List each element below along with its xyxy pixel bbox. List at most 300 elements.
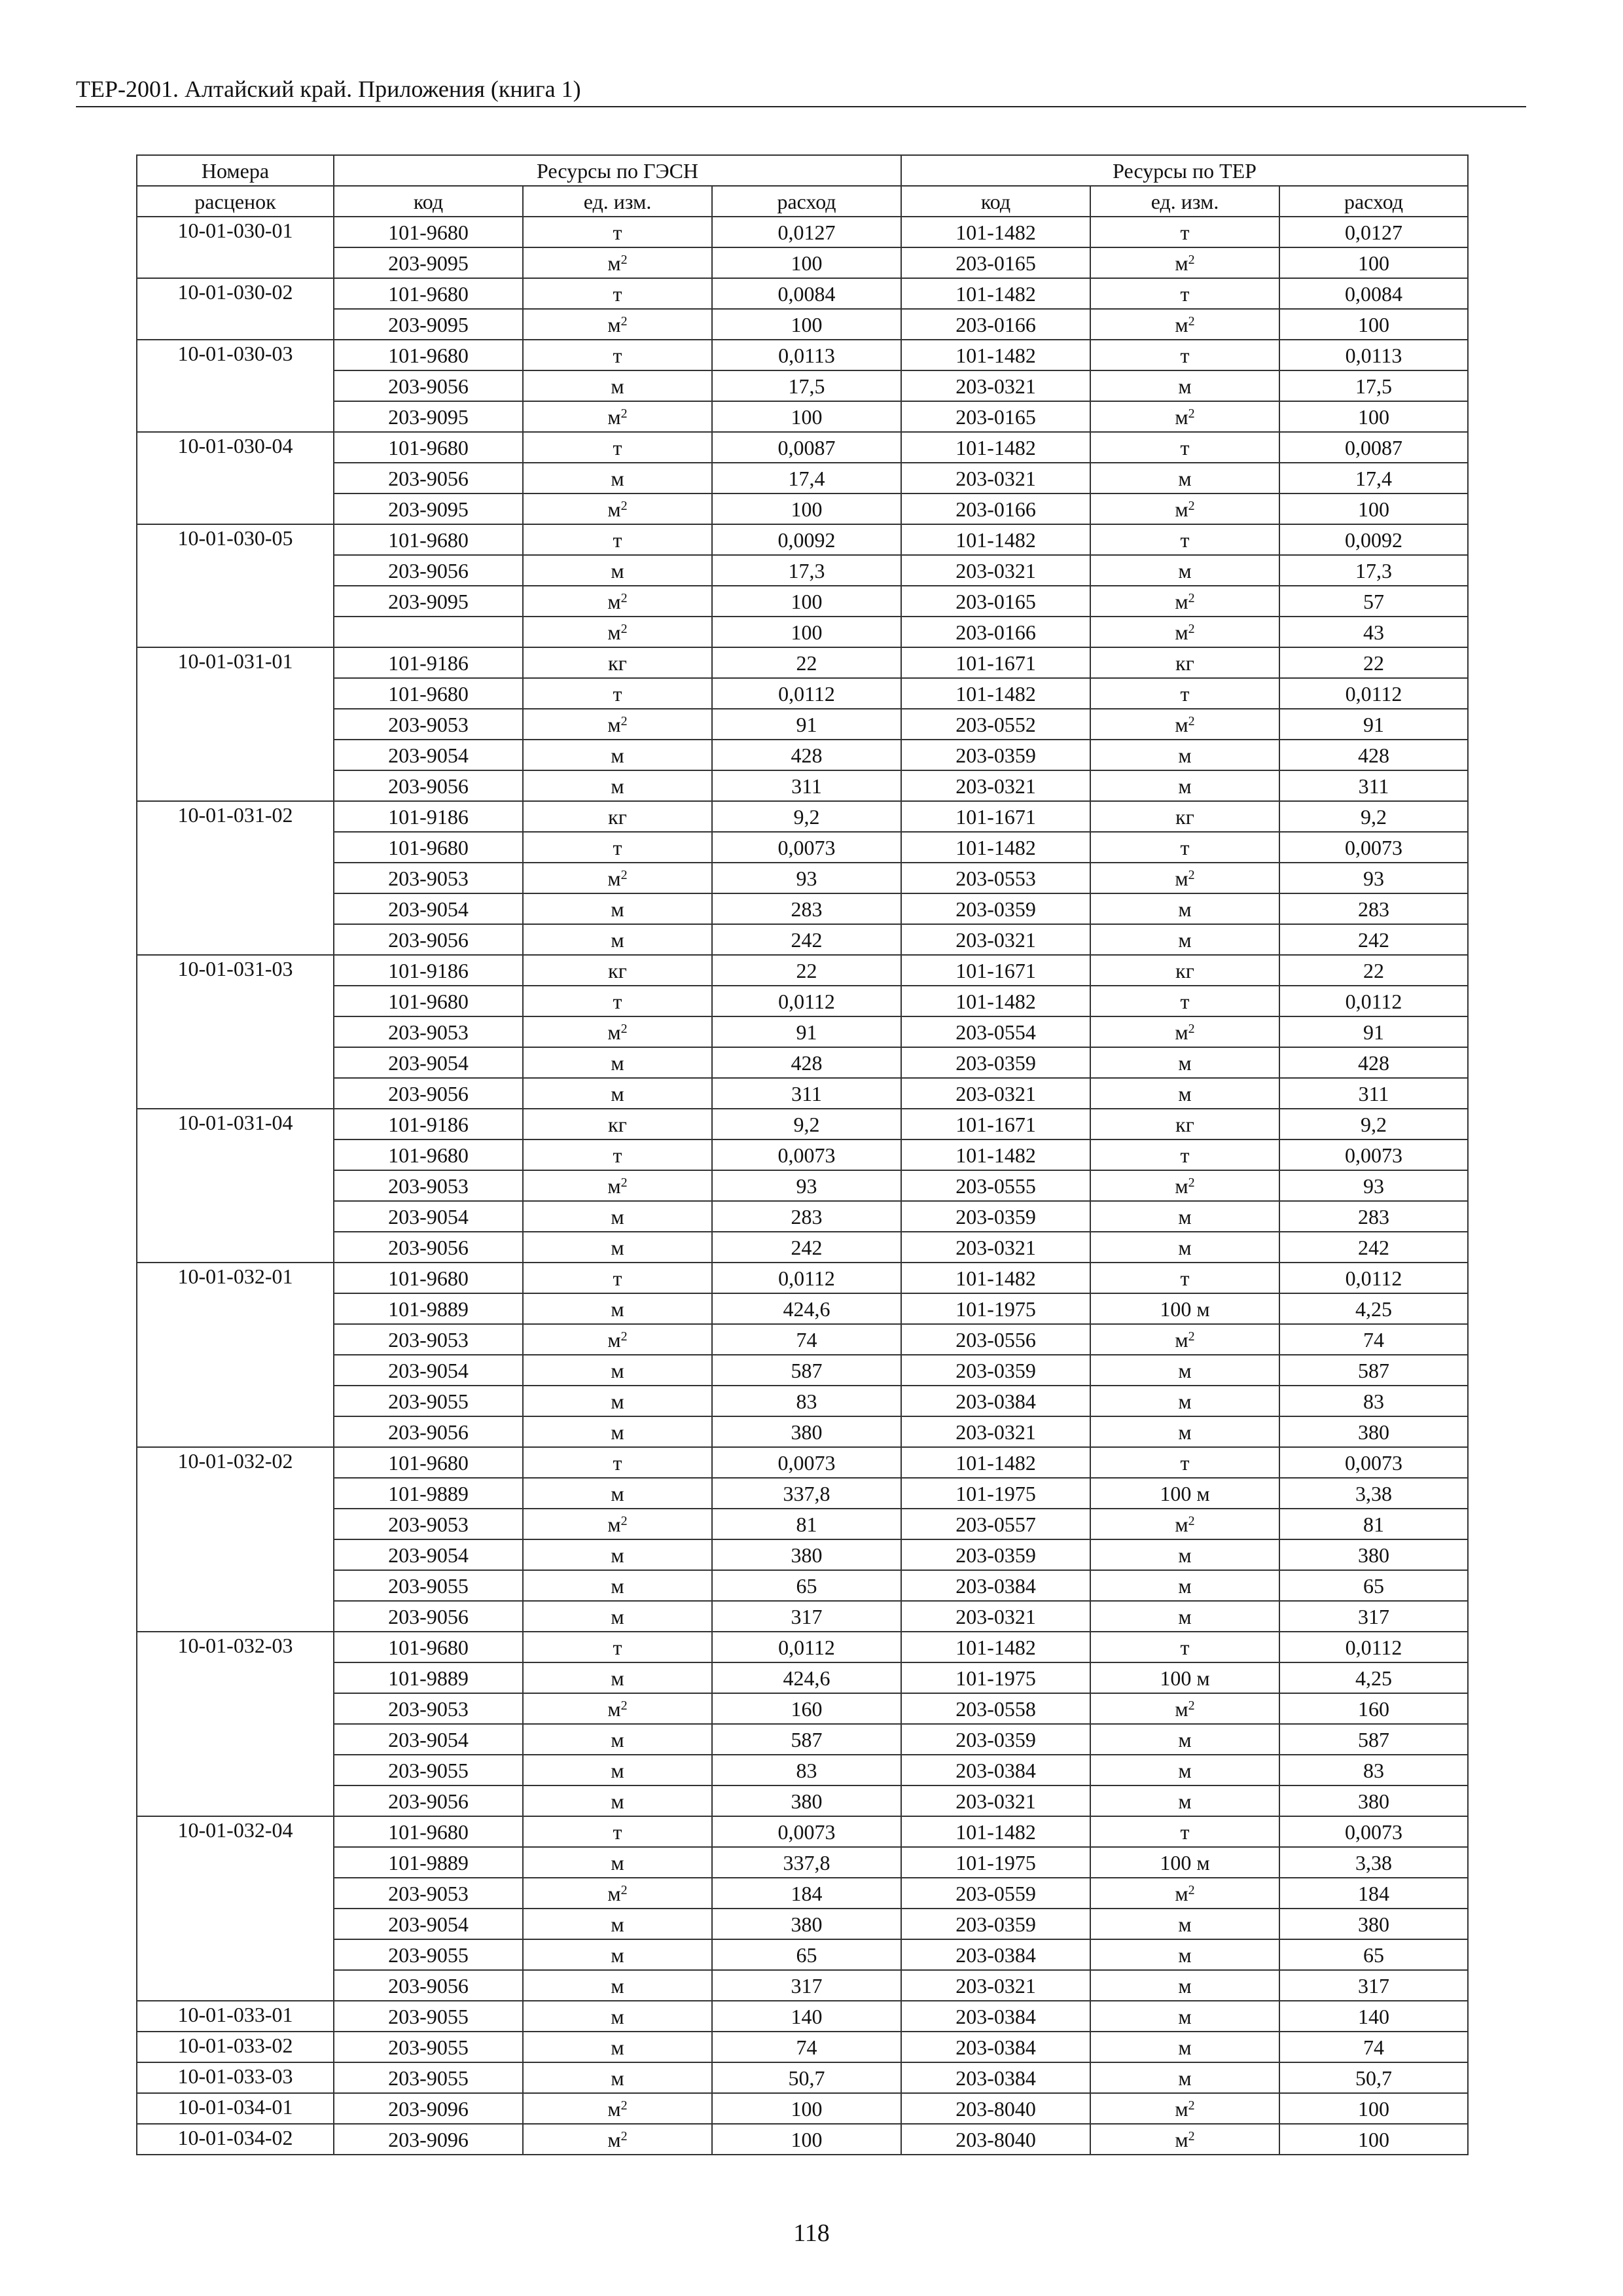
ter-qty-cell: 0,0073	[1279, 1447, 1468, 1478]
ter-code-cell: 203-0321	[901, 555, 1090, 586]
gesn-code-cell: 101-9680	[334, 832, 523, 863]
ter-unit-cell: т	[1090, 278, 1279, 309]
ter-code-cell: 203-0554	[901, 1016, 1090, 1047]
ter-code-cell: 101-1482	[901, 1139, 1090, 1170]
ter-unit-cell: 100 м	[1090, 1662, 1279, 1693]
table-row	[137, 1355, 1468, 1386]
ter-unit-cell: $м^2$	[1090, 2093, 1279, 2124]
gesn-qty-cell: 0,0073	[712, 1447, 901, 1478]
gesn-qty-cell: 100	[712, 309, 901, 340]
gesn-qty-cell: 9,2	[712, 801, 901, 832]
gesn-qty-cell: 283	[712, 1201, 901, 1232]
gesn-unit-cell: $м^2$	[523, 1878, 712, 1909]
gesn-code-cell: 101-9680	[334, 432, 523, 463]
table-row	[137, 863, 1468, 893]
rate-number: 10-01-033-02	[137, 2032, 334, 2062]
table-row	[137, 1816, 1468, 1847]
rate-number: 10-01-030-05	[137, 524, 334, 647]
table-row	[137, 1201, 1468, 1232]
gesn-unit-cell: т	[523, 1263, 712, 1293]
ter-code-cell: 101-1482	[901, 678, 1090, 709]
gesn-qty-cell: 0,0087	[712, 432, 901, 463]
gesn-code-cell: 101-9186	[334, 647, 523, 678]
table-row	[137, 1539, 1468, 1570]
ter-code-cell: 203-0359	[901, 1355, 1090, 1386]
ter-unit-cell: т	[1090, 1816, 1279, 1847]
ter-unit-cell: кг	[1090, 955, 1279, 986]
gesn-unit-cell: м	[523, 1755, 712, 1785]
ter-unit-cell: т	[1090, 1139, 1279, 1170]
ter-unit-cell: м	[1090, 1601, 1279, 1632]
ter-qty-cell: 380	[1279, 1539, 1468, 1570]
table-row	[137, 1016, 1468, 1047]
gesn-unit-cell: кг	[523, 801, 712, 832]
gesn-unit-cell: т	[523, 217, 712, 247]
ter-unit-cell: м	[1090, 740, 1279, 770]
table-row	[137, 2032, 1468, 2062]
gesn-code-cell: 101-9680	[334, 1447, 523, 1478]
table-row	[137, 2062, 1468, 2093]
ter-unit-cell: $м^2$	[1090, 1509, 1279, 1539]
gesn-qty-cell: 0,0112	[712, 986, 901, 1016]
table-row	[137, 2124, 1468, 2155]
gesn-unit-cell: $м^2$	[523, 2124, 712, 2155]
ter-unit-cell: $м^2$	[1090, 247, 1279, 278]
ter-code-cell: 101-1482	[901, 340, 1090, 370]
ter-qty-cell: 9,2	[1279, 801, 1468, 832]
ter-qty-cell: 57	[1279, 586, 1468, 617]
gesn-qty-cell: 81	[712, 1509, 901, 1539]
ter-unit-cell: м	[1090, 1078, 1279, 1109]
gesn-qty-cell: 83	[712, 1386, 901, 1416]
table-row	[137, 1447, 1468, 1478]
ter-qty-cell: 428	[1279, 1047, 1468, 1078]
gesn-code-cell: 101-9889	[334, 1847, 523, 1878]
ter-code-cell: 203-0166	[901, 493, 1090, 524]
ter-qty-cell: 587	[1279, 1355, 1468, 1386]
gesn-code-cell: 101-9186	[334, 1109, 523, 1139]
gesn-qty-cell: 283	[712, 893, 901, 924]
ter-unit-cell: $м^2$	[1090, 1170, 1279, 1201]
table-row	[137, 1232, 1468, 1263]
ter-unit-cell: 100 м	[1090, 1847, 1279, 1878]
gesn-qty-cell: 424,6	[712, 1662, 901, 1693]
ter-code-cell: 203-0321	[901, 1785, 1090, 1816]
gesn-code-cell: 203-9056	[334, 924, 523, 955]
gesn-qty-cell: 337,8	[712, 1478, 901, 1509]
ter-qty-cell: 311	[1279, 1078, 1468, 1109]
rate-number: 10-01-032-01	[137, 1263, 334, 1447]
ter-qty-cell: 0,0112	[1279, 1263, 1468, 1293]
ter-unit-cell: $м^2$	[1090, 586, 1279, 617]
table-row	[137, 678, 1468, 709]
ter-qty-cell: 0,0112	[1279, 986, 1468, 1016]
table-row	[137, 1693, 1468, 1724]
gesn-qty-cell: 93	[712, 863, 901, 893]
running-header: ТЕР-2001. Алтайский край. Приложения (книга 1)	[76, 76, 581, 102]
ter-code-cell: 203-0321	[901, 370, 1090, 401]
ter-qty-cell: 0,0073	[1279, 1816, 1468, 1847]
table-row	[137, 801, 1468, 832]
ter-code-cell: 101-1482	[901, 986, 1090, 1016]
gesn-code-cell: 203-9054	[334, 893, 523, 924]
ter-qty-cell: 311	[1279, 770, 1468, 801]
ter-qty-cell: 17,3	[1279, 555, 1468, 586]
gesn-unit-cell: м	[523, 770, 712, 801]
gesn-unit-cell: т	[523, 1139, 712, 1170]
ter-code-cell: 101-1975	[901, 1293, 1090, 1324]
rate-number: 10-01-030-02	[137, 278, 334, 340]
gesn-unit-cell: м	[523, 1355, 712, 1386]
gesn-code-cell: 203-9053	[334, 1878, 523, 1909]
ter-qty-cell: 317	[1279, 1970, 1468, 2001]
gesn-qty-cell: 587	[712, 1355, 901, 1386]
gesn-unit-cell: м	[523, 924, 712, 955]
rate-number: 10-01-031-04	[137, 1109, 334, 1263]
ter-code-cell: 101-1482	[901, 278, 1090, 309]
ter-code-cell: 203-0552	[901, 709, 1090, 740]
gesn-unit-cell: $м^2$	[523, 2093, 712, 2124]
ter-qty-cell: 283	[1279, 893, 1468, 924]
table-row	[137, 1170, 1468, 1201]
ter-qty-cell: 93	[1279, 863, 1468, 893]
ter-code-cell: 203-0559	[901, 1878, 1090, 1909]
gesn-qty-cell: 9,2	[712, 1109, 901, 1139]
gesn-unit-cell: м	[523, 1539, 712, 1570]
ter-unit-cell: м	[1090, 370, 1279, 401]
table-row	[137, 555, 1468, 586]
gesn-qty-cell: 100	[712, 247, 901, 278]
table-row	[137, 1909, 1468, 1939]
gesn-qty-cell: 242	[712, 1232, 901, 1263]
ter-unit-cell: т	[1090, 524, 1279, 555]
ter-unit-cell: м	[1090, 1539, 1279, 1570]
gesn-unit-cell: т	[523, 278, 712, 309]
table-row	[137, 1632, 1468, 1662]
gesn-code-cell: 203-9053	[334, 1016, 523, 1047]
ter-qty-cell: 242	[1279, 1232, 1468, 1263]
ter-qty-cell: 0,0084	[1279, 278, 1468, 309]
ter-unit-cell: м	[1090, 1047, 1279, 1078]
gesn-code-cell: 203-9056	[334, 1416, 523, 1447]
gesn-unit-cell: кг	[523, 1109, 712, 1139]
ter-code-cell: 203-0384	[901, 1755, 1090, 1785]
ter-qty-cell: 283	[1279, 1201, 1468, 1232]
rate-number: 10-01-031-02	[137, 801, 334, 955]
ter-qty-cell: 242	[1279, 924, 1468, 955]
gesn-qty-cell: 160	[712, 1693, 901, 1724]
table-row	[137, 1570, 1468, 1601]
ter-qty-cell: 0,0112	[1279, 678, 1468, 709]
ter-qty-cell: 3,38	[1279, 1478, 1468, 1509]
gesn-qty-cell: 65	[712, 1570, 901, 1601]
table-row	[137, 1847, 1468, 1878]
ter-code-cell: 203-0359	[901, 1724, 1090, 1755]
gesn-code-cell: 203-9053	[334, 1693, 523, 1724]
ter-unit-cell: $м^2$	[1090, 1693, 1279, 1724]
gesn-code-cell: 101-9889	[334, 1478, 523, 1509]
ter-code-cell: 203-0165	[901, 586, 1090, 617]
gesn-qty-cell: 100	[712, 617, 901, 647]
gesn-qty-cell: 17,3	[712, 555, 901, 586]
gesn-qty-cell: 428	[712, 740, 901, 770]
ter-qty-cell: 100	[1279, 2093, 1468, 2124]
ter-qty-cell: 184	[1279, 1878, 1468, 1909]
ter-code-cell: 203-0359	[901, 740, 1090, 770]
gesn-code-cell: 203-9095	[334, 247, 523, 278]
ter-qty-cell: 100	[1279, 2124, 1468, 2155]
ter-unit-cell: м	[1090, 1201, 1279, 1232]
table-row	[137, 2001, 1468, 2032]
ter-code-cell: 203-0321	[901, 1970, 1090, 2001]
ter-unit-cell: м	[1090, 1724, 1279, 1755]
gesn-code-cell: 203-9054	[334, 1355, 523, 1386]
gesn-unit-cell: м	[523, 2062, 712, 2093]
ter-unit-cell: т	[1090, 1263, 1279, 1293]
ter-code-cell: 203-0384	[901, 2032, 1090, 2062]
ter-code-cell: 101-1671	[901, 955, 1090, 986]
gesn-code-cell: 101-9889	[334, 1662, 523, 1693]
ter-code-cell: 203-0359	[901, 1909, 1090, 1939]
ter-code-cell: 101-1671	[901, 801, 1090, 832]
ter-unit-cell: м	[1090, 2032, 1279, 2062]
table-row	[137, 217, 1468, 247]
header-rates: расценок	[137, 186, 334, 217]
gesn-code-cell: 101-9680	[334, 986, 523, 1016]
rate-number: 10-01-034-02	[137, 2124, 334, 2155]
gesn-unit-cell: м	[523, 1232, 712, 1263]
ter-unit-cell: м	[1090, 2062, 1279, 2093]
gesn-unit-cell: м	[523, 1293, 712, 1324]
gesn-unit-cell: м	[523, 1570, 712, 1601]
gesn-unit-cell: м	[523, 2032, 712, 2062]
header-gesn-unit: ед. изм.	[523, 186, 712, 217]
gesn-code-cell: 203-9056	[334, 1232, 523, 1263]
gesn-unit-cell: м	[523, 1909, 712, 1939]
ter-unit-cell: м	[1090, 1232, 1279, 1263]
ter-unit-cell: $м^2$	[1090, 1324, 1279, 1355]
ter-code-cell: 203-0321	[901, 924, 1090, 955]
ter-code-cell: 101-1482	[901, 524, 1090, 555]
ter-qty-cell: 91	[1279, 1016, 1468, 1047]
gesn-code-cell: 101-9680	[334, 524, 523, 555]
header-gesn-code: код	[334, 186, 523, 217]
table-row	[137, 893, 1468, 924]
ter-unit-cell: $м^2$	[1090, 1016, 1279, 1047]
ter-qty-cell: 22	[1279, 647, 1468, 678]
gesn-qty-cell: 311	[712, 1078, 901, 1109]
ter-qty-cell: 83	[1279, 1755, 1468, 1785]
ter-qty-cell: 380	[1279, 1909, 1468, 1939]
table-row	[137, 1724, 1468, 1755]
table-row	[137, 986, 1468, 1016]
gesn-qty-cell: 380	[712, 1416, 901, 1447]
ter-unit-cell: м	[1090, 770, 1279, 801]
ter-qty-cell: 0,0113	[1279, 340, 1468, 370]
table-row	[137, 924, 1468, 955]
gesn-qty-cell: 0,0073	[712, 1139, 901, 1170]
gesn-unit-cell: м	[523, 1785, 712, 1816]
gesn-qty-cell: 91	[712, 709, 901, 740]
gesn-qty-cell: 17,4	[712, 463, 901, 493]
gesn-qty-cell: 0,0092	[712, 524, 901, 555]
gesn-qty-cell: 0,0127	[712, 217, 901, 247]
table-row	[137, 1263, 1468, 1293]
header-gesn-qty: расход	[712, 186, 901, 217]
gesn-code-cell: 101-9186	[334, 955, 523, 986]
ter-unit-cell: $м^2$	[1090, 401, 1279, 432]
rate-number: 10-01-032-02	[137, 1447, 334, 1632]
gesn-qty-cell: 91	[712, 1016, 901, 1047]
ter-unit-cell: $м^2$	[1090, 863, 1279, 893]
gesn-code-cell: 203-9054	[334, 1201, 523, 1232]
gesn-unit-cell: кг	[523, 647, 712, 678]
ter-unit-cell: кг	[1090, 1109, 1279, 1139]
table-row	[137, 1078, 1468, 1109]
gesn-unit-cell: м	[523, 463, 712, 493]
ter-code-cell: 203-0384	[901, 2001, 1090, 2032]
gesn-code-cell: 203-9055	[334, 2032, 523, 2062]
ter-qty-cell: 0,0073	[1279, 1139, 1468, 1170]
gesn-qty-cell: 22	[712, 647, 901, 678]
gesn-qty-cell: 0,0113	[712, 340, 901, 370]
gesn-code-cell: 101-9680	[334, 678, 523, 709]
rate-number: 10-01-032-03	[137, 1632, 334, 1816]
gesn-unit-cell: т	[523, 1816, 712, 1847]
table-row	[137, 1139, 1468, 1170]
page-number: 118	[793, 2219, 830, 2247]
gesn-code-cell: 203-9095	[334, 493, 523, 524]
table-row	[137, 524, 1468, 555]
ter-unit-cell: 100 м	[1090, 1293, 1279, 1324]
ter-code-cell: 101-1482	[901, 1263, 1090, 1293]
gesn-qty-cell: 428	[712, 1047, 901, 1078]
gesn-unit-cell: м	[523, 1939, 712, 1970]
table-row	[137, 1109, 1468, 1139]
ter-qty-cell: 22	[1279, 955, 1468, 986]
table-row	[137, 340, 1468, 370]
table-row	[137, 2093, 1468, 2124]
ter-code-cell: 203-0321	[901, 1601, 1090, 1632]
ter-qty-cell: 100	[1279, 493, 1468, 524]
ter-qty-cell: 0,0112	[1279, 1632, 1468, 1662]
table-row	[137, 1324, 1468, 1355]
ter-code-cell: 203-0166	[901, 309, 1090, 340]
ter-code-cell: 101-1975	[901, 1662, 1090, 1693]
gesn-unit-cell: м	[523, 1724, 712, 1755]
gesn-code-cell: 203-9055	[334, 1570, 523, 1601]
gesn-unit-cell: $м^2$	[523, 709, 712, 740]
ter-qty-cell: 0,0087	[1279, 432, 1468, 463]
ter-unit-cell: т	[1090, 340, 1279, 370]
ter-qty-cell: 428	[1279, 740, 1468, 770]
table-row	[137, 370, 1468, 401]
gesn-code-cell: 203-9056	[334, 1785, 523, 1816]
gesn-code-cell: 203-9055	[334, 2001, 523, 2032]
gesn-unit-cell: м	[523, 1047, 712, 1078]
header-ter-qty: расход	[1279, 186, 1468, 217]
table-row	[137, 1878, 1468, 1909]
ter-unit-cell: м	[1090, 924, 1279, 955]
ter-code-cell: 203-0384	[901, 1939, 1090, 1970]
table-row	[137, 493, 1468, 524]
ter-unit-cell: м	[1090, 463, 1279, 493]
gesn-code-cell: 203-9095	[334, 401, 523, 432]
gesn-code-cell: 101-9680	[334, 1632, 523, 1662]
gesn-unit-cell: т	[523, 986, 712, 1016]
ter-unit-cell: м	[1090, 893, 1279, 924]
gesn-code-cell: 203-9053	[334, 1509, 523, 1539]
gesn-qty-cell: 380	[712, 1785, 901, 1816]
ter-qty-cell: 43	[1279, 617, 1468, 647]
ter-qty-cell: 0,0092	[1279, 524, 1468, 555]
table-row	[137, 709, 1468, 740]
table-row	[137, 1047, 1468, 1078]
ter-code-cell: 203-0553	[901, 863, 1090, 893]
ter-code-cell: 101-1975	[901, 1847, 1090, 1878]
ter-unit-cell: м	[1090, 1939, 1279, 1970]
gesn-unit-cell: т	[523, 524, 712, 555]
ter-unit-cell: м	[1090, 1416, 1279, 1447]
ter-unit-cell: $м^2$	[1090, 493, 1279, 524]
table-row	[137, 1293, 1468, 1324]
gesn-qty-cell: 0,0073	[712, 1816, 901, 1847]
ter-qty-cell: 50,7	[1279, 2062, 1468, 2093]
gesn-unit-cell: $м^2$	[523, 1324, 712, 1355]
gesn-unit-cell: м	[523, 1847, 712, 1878]
gesn-code-cell: 203-9096	[334, 2093, 523, 2124]
ter-code-cell: 203-0557	[901, 1509, 1090, 1539]
gesn-qty-cell: 587	[712, 1724, 901, 1755]
header-rule	[76, 106, 1526, 107]
gesn-unit-cell: м	[523, 1386, 712, 1416]
gesn-unit-cell: м	[523, 1416, 712, 1447]
gesn-qty-cell: 65	[712, 1939, 901, 1970]
ter-code-cell: 203-0359	[901, 1201, 1090, 1232]
ter-qty-cell: 91	[1279, 709, 1468, 740]
gesn-qty-cell: 100	[712, 586, 901, 617]
ter-code-cell: 101-1482	[901, 832, 1090, 863]
gesn-qty-cell: 100	[712, 493, 901, 524]
rate-number: 10-01-030-04	[137, 432, 334, 524]
ter-qty-cell: 380	[1279, 1785, 1468, 1816]
ter-unit-cell: т	[1090, 678, 1279, 709]
gesn-qty-cell: 311	[712, 770, 901, 801]
ter-unit-cell: м	[1090, 1970, 1279, 2001]
table-row	[137, 1478, 1468, 1509]
gesn-qty-cell: 50,7	[712, 2062, 901, 2093]
gesn-code-cell: 203-9095	[334, 309, 523, 340]
gesn-unit-cell: т	[523, 1632, 712, 1662]
rate-number: 10-01-031-03	[137, 955, 334, 1109]
ter-qty-cell: 0,0073	[1279, 832, 1468, 863]
gesn-unit-cell: м	[523, 1601, 712, 1632]
ter-code-cell: 101-1975	[901, 1478, 1090, 1509]
gesn-unit-cell: т	[523, 678, 712, 709]
ter-code-cell: 203-0384	[901, 1570, 1090, 1601]
table-row	[137, 1416, 1468, 1447]
resources-table	[136, 154, 1469, 2155]
ter-qty-cell: 380	[1279, 1416, 1468, 1447]
table-row	[137, 309, 1468, 340]
gesn-code-cell: 203-9054	[334, 1724, 523, 1755]
ter-qty-cell: 65	[1279, 1939, 1468, 1970]
rate-number: 10-01-033-03	[137, 2062, 334, 2093]
gesn-code-cell: 101-9680	[334, 217, 523, 247]
gesn-code-cell: 203-9056	[334, 1601, 523, 1632]
gesn-qty-cell: 380	[712, 1539, 901, 1570]
gesn-code-cell: 203-9056	[334, 1970, 523, 2001]
